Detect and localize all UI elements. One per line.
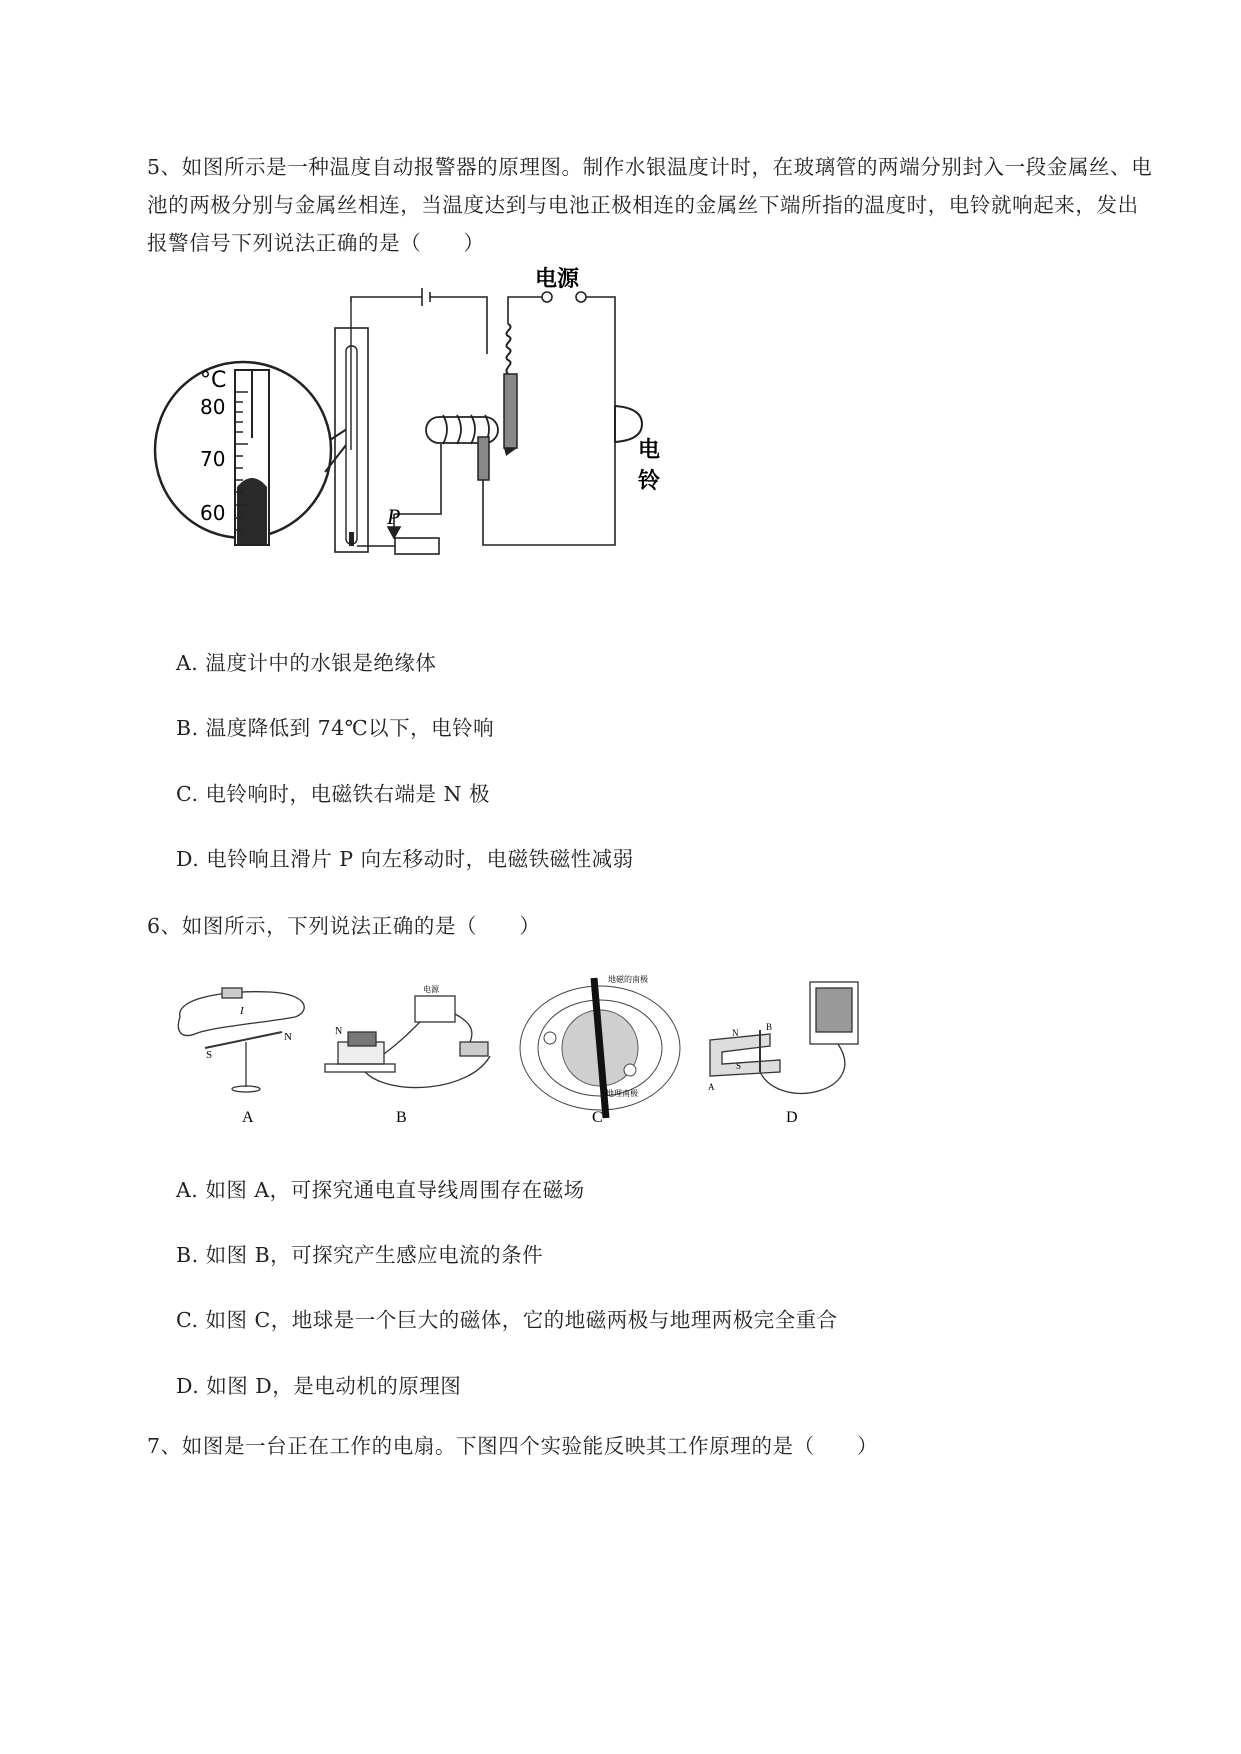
bell-label-2: 铃 [638,469,661,494]
fig-b-power: 电源 [423,985,439,994]
slider-label: P [387,504,401,529]
fig-label-d: D [786,1109,798,1126]
fig-d-s: S [736,1061,742,1071]
magnified-thermometer [155,362,350,545]
q6-option-a[interactable]: A. 如图 A，可探究通电直导线周围存在磁场 [176,1178,585,1202]
fig-d-n: N [732,1028,739,1038]
fig-c-top: 地磁的南极 [608,975,648,984]
unit-label: °C [200,368,227,393]
q5-option-d[interactable]: D. 电铃响且滑片 P 向左移动时，电磁铁磁性减弱 [176,847,634,871]
q6-option-b[interactable]: B. 如图 B，可探究产生感应电流的条件 [176,1243,544,1267]
question-5-text: 5、如图所示是一种温度自动报警器的原理图。制作水银温度计时，在玻璃管的两端分别封入一段金属丝、电池的两极分别与金属丝相连，当温度达到与电池正极相连的金属丝下端所指的温度时，电铃就响起来，发出报警信号下列说法正确的是（ ） [147,155,1153,255]
tick-70: 70 [200,447,226,471]
power-label: 电源 [535,267,580,292]
tick-60: 60 [200,501,226,525]
tick-80: 80 [200,395,226,419]
fig-d-a: A [708,1082,715,1092]
question-7-text: 7、如图是一台正在工作的电扇。下图四个实验能反映其工作原理的是（ ） [147,1434,879,1458]
q6-option-c[interactable]: C. 如图 C，地球是一个巨大的磁体，它的地磁两极与地理两极完全重合 [176,1308,838,1332]
fig-label-c: C [592,1109,603,1126]
fig-label-b: B [396,1109,407,1126]
armature [478,324,517,480]
q5-option-b[interactable]: B. 温度降低到 74℃以下，电铃响 [176,716,495,740]
figure-b [325,996,490,1088]
fig-c-bottom: 地理南极 [606,1089,638,1098]
figure-c [520,978,680,1118]
q6-option-d[interactable]: D. 如图 D，是电动机的原理图 [176,1374,462,1398]
thermometer [335,302,368,552]
question-6-text: 6、如图所示，下列说法正确的是（ ） [147,914,541,938]
q5-option-c[interactable]: C. 电铃响时，电磁铁右端是 N 极 [176,782,490,806]
bell-icon [615,406,642,442]
fig-d-b: B [766,1022,773,1032]
alarm-circuit-figure [150,262,670,562]
fig-b-n: N [335,1026,343,1037]
fig-a-current: I [240,1005,244,1017]
q5-option-a[interactable]: A. 温度计中的水银是绝缘体 [176,651,437,675]
bell-label-1: 电 [638,438,661,463]
fig-label-a: A [242,1109,254,1126]
four-experiments-figure [170,972,970,1132]
fig-a-n: N [284,1031,292,1043]
fig-a-s: S [206,1049,213,1061]
